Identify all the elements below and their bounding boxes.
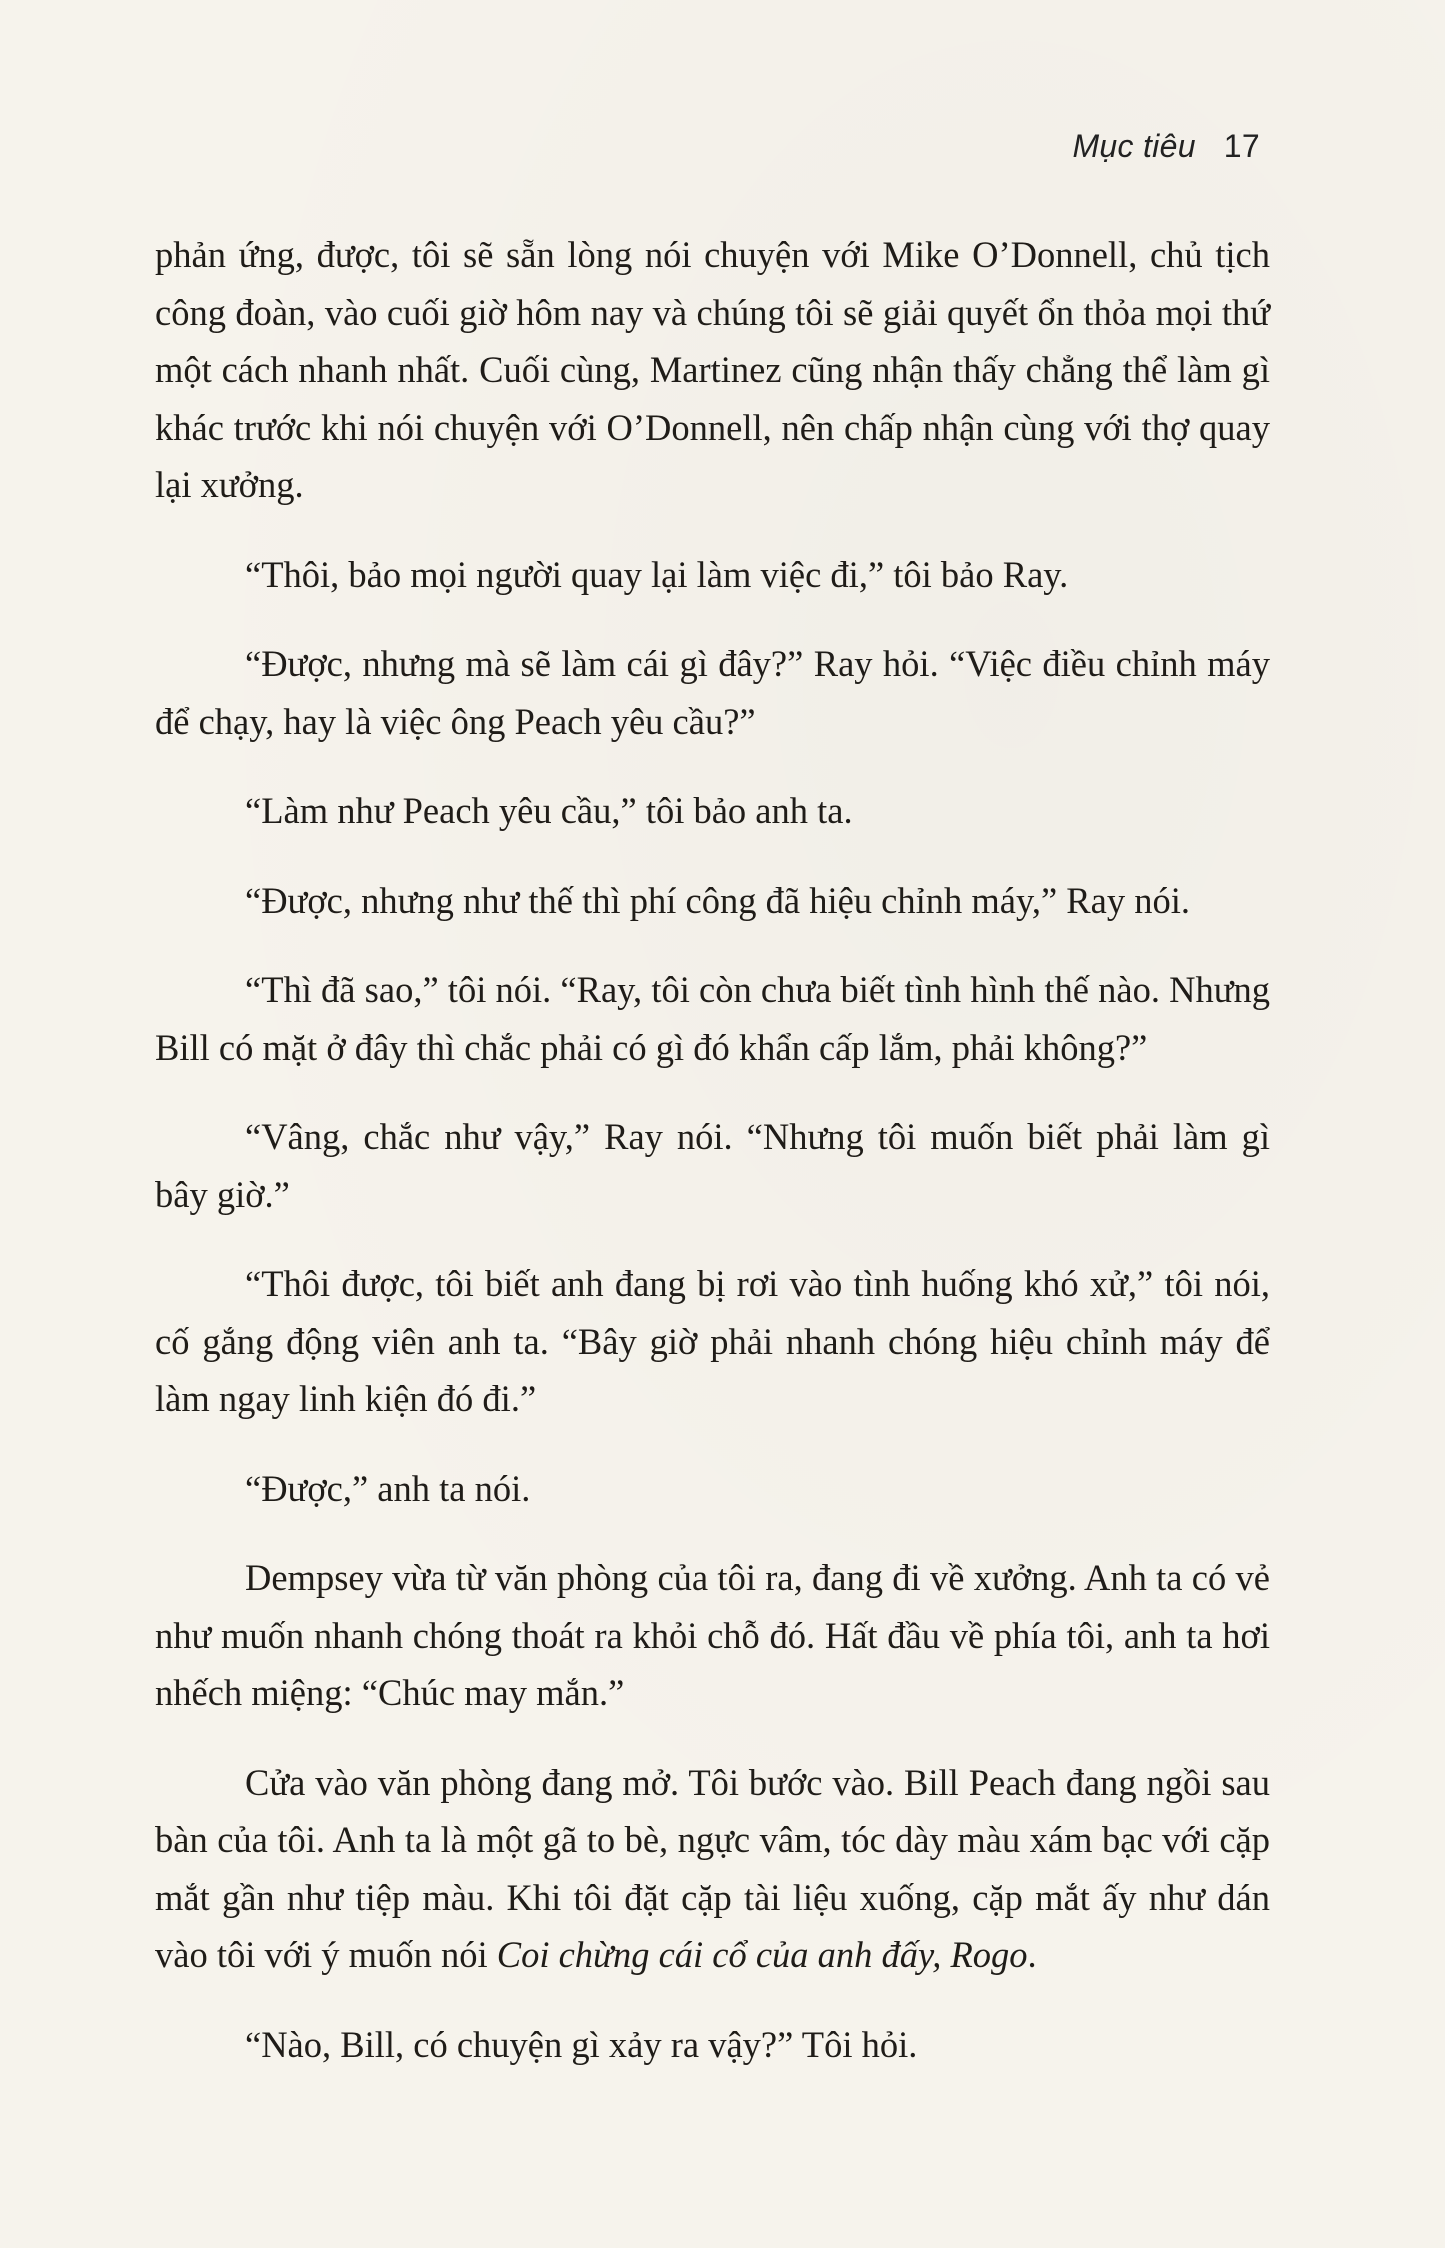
paragraph-12: “Nào, Bill, có chuyện gì xảy ra vậy?” Tôi hỏi. bbox=[245, 2023, 918, 2065]
running-head bbox=[1072, 128, 1260, 165]
paragraph-8: “Thôi được, tôi biết anh đang bị rơi vào tình huống khó xử,” tôi nói, cố gắng động viên anh ta. “Bây giờ phải nhanh chóng hiệu chỉnh máy để làm ngay linh kiện đó đi.” bbox=[155, 1263, 1270, 1419]
paragraph-11-italic: Coi chừng cái cổ của anh đấy, Rogo bbox=[496, 1934, 1028, 1975]
paragraph-4: “Làm như Peach yêu cầu,” tôi bảo anh ta. bbox=[245, 790, 853, 831]
paragraph-11 bbox=[155, 1754, 1270, 1984]
section-title: Mục tiêu bbox=[1072, 128, 1196, 164]
paragraph-6: “Thì đã sao,” tôi nói. “Ray, tôi còn chưa biết tình hình thế nào. Nhưng Bill có mặt ở đây thì chắc phải có gì đó khẩn cấp lắm, phải không?” bbox=[155, 969, 1270, 1068]
paragraph-10: Dempsey vừa từ văn phòng của tôi ra, đang đi về xưởng. Anh ta có vẻ như muốn nhanh chóng thoát ra khỏi chỗ đó. Hất đầu về phía tôi, anh ta hơi nhếch miệng: “Chúc may mắn.” bbox=[155, 1557, 1270, 1713]
paragraph-2: “Thôi, bảo mọi người quay lại làm việc đi,” tôi bảo Ray. bbox=[245, 553, 1069, 595]
page-number: 17 bbox=[1223, 128, 1260, 164]
paragraph-11-end: . bbox=[1027, 1934, 1037, 1975]
paragraph-3: “Được, nhưng mà sẽ làm cái gì đây?” Ray hỏi. “Việc điều chỉnh máy để chạy, hay là việc ông Peach yêu cầu?” bbox=[155, 643, 1270, 742]
paragraph-5: “Được, nhưng như thế thì phí công đã hiệu chỉnh máy,” Ray nói. bbox=[245, 879, 1190, 921]
paragraph-7: “Vâng, chắc như vậy,” Ray nói. “Nhưng tôi muốn biết phải làm gì bây giờ.” bbox=[155, 1116, 1270, 1215]
paragraph-1: phản ứng, được, tôi sẽ sẵn lòng nói chuyện với Mike O’Donnell, chủ tịch công đoàn, vào cuối giờ hôm nay và chúng tôi sẽ giải quyết ổn thỏa mọi thứ một cách nhanh nhất. Cuối cùng, Martinez cũng nhận thấy chẳng thể làm gì khác trước khi nói chuyện với O’Donnell, nên chấp nhận cùng với thợ quay lại xưởng. bbox=[155, 234, 1270, 505]
paragraph-9: “Được,” anh ta nói. bbox=[245, 1467, 531, 1509]
paragraph-11-text: Cửa vào văn phòng đang mở. Tôi bước vào. Bill Peach đang ngồi sau bàn của tôi. Anh ta là một gã to bè, ngực vâm, tóc dày màu xám bạc với cặp mắt gần như tiệp màu. Khi tôi đặt cặp tài liệu xuống, cặp mắt ấy như dán vào tôi với ý muốn nói bbox=[155, 1761, 1270, 1975]
body-text bbox=[155, 226, 1270, 2105]
